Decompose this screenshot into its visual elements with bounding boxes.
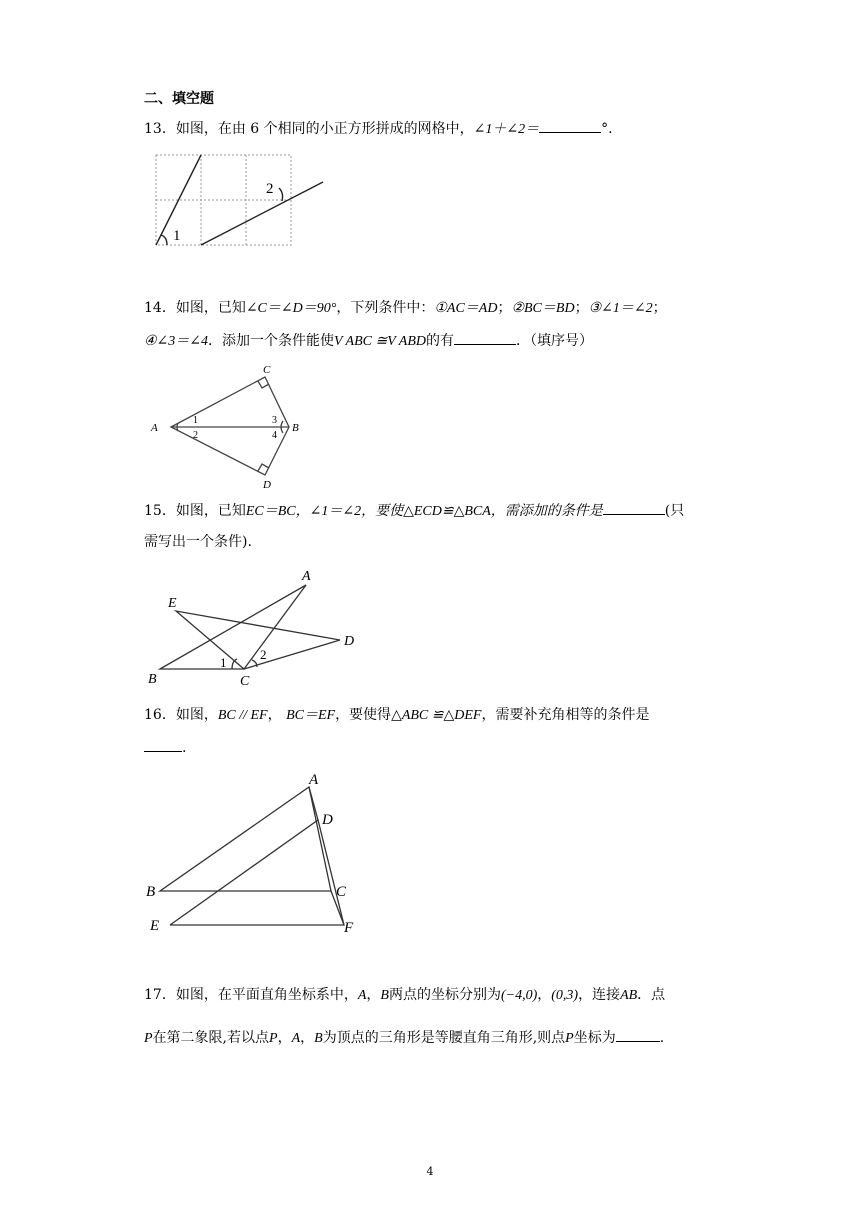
- q17-text-c: 坐标为: [573, 1030, 616, 1046]
- q14-kite-figure: [145, 360, 315, 490]
- q16-suffix: ，需要补充角相等的条件是: [481, 707, 650, 723]
- q14-kite-outline: [171, 377, 289, 475]
- q14-condition-1: ①AC＝AD: [434, 301, 498, 316]
- q16-label-c: C: [336, 884, 347, 900]
- section-title: 二、填空题: [144, 91, 214, 107]
- q17-segment-ab: AB: [620, 988, 638, 1003]
- q16-condition-1: BC // EF: [217, 708, 268, 723]
- q16-condition-2: BC＝EF: [286, 708, 336, 723]
- q17-point-b: B: [380, 988, 389, 1003]
- q17-point-b-2: B: [314, 1031, 323, 1046]
- q13-angle-label-2: 2: [266, 181, 274, 197]
- q17-mid: 两点的坐标分别为: [388, 987, 501, 1003]
- q14-suffix-b: ．（填序号）: [516, 333, 593, 349]
- q15-label-d: D: [344, 634, 355, 649]
- q17-coord-a: (−4,0): [500, 988, 538, 1003]
- q15-angle-arc-1: [232, 659, 237, 669]
- q14-given: ∠C＝∠D＝90°: [245, 301, 337, 316]
- q16-label-e: E: [150, 918, 160, 934]
- q17-coord-b: (0,3): [551, 988, 579, 1003]
- q15-prefix: 15．如图，已知: [144, 503, 246, 519]
- q16-segment-ad: [309, 787, 318, 820]
- q17-suffix: ．点: [637, 987, 666, 1003]
- q13-angle-arc-1: [161, 235, 167, 245]
- q15-label-a: A: [302, 569, 311, 584]
- q17-text-a: 在第二象限,若以点: [152, 1030, 270, 1046]
- q14-mid: ．添加一个条件能使: [208, 333, 335, 349]
- q15-angle-label-2: 2: [260, 647, 267, 662]
- q13-angle-label-1: 1: [173, 228, 181, 244]
- q17-point-a-2: A: [291, 1031, 301, 1046]
- question-14-line-2: [144, 330, 593, 352]
- q13-grid-figure: [150, 150, 330, 250]
- q16-congruence: △ABC ≌△DEF: [391, 708, 482, 723]
- q13-expression: ∠1＋∠2＝: [473, 122, 540, 137]
- q14-suffix-a: 的有: [426, 333, 454, 349]
- q16-label-f: F: [344, 920, 354, 935]
- q13-prefix: 13．如图，在由 6 个相同的小正方形拼成的网格中，: [144, 121, 474, 137]
- question-17-line-2: P在第二象限,若以点P，A，B为顶点的三角形是等腰直角三角形,则点P坐标为 .: [144, 1027, 664, 1049]
- q15-label-e: E: [168, 596, 177, 611]
- q13-line-2: [201, 182, 323, 245]
- q16-triangle-abc: [160, 787, 331, 891]
- q15-label-b: B: [148, 672, 157, 687]
- question-17-line-1: 17．如图，在平面直角坐标系中，A，B两点的坐标分别为(−4,0)，(0,3)，连接AB．点: [144, 987, 666, 1003]
- q16-end: .: [182, 740, 187, 756]
- q15-conditions: EC＝BC，∠1＝∠2，要使△ECD≌△BCA，需添加的条件是: [245, 504, 603, 519]
- q14-angle-label-4: 4: [272, 430, 277, 441]
- q16-mid: ，要使得: [335, 707, 392, 723]
- q14-conditions-intro: ，下列条件中：: [336, 300, 435, 316]
- q14-label-c: C: [263, 364, 271, 376]
- question-15-line-2: [144, 532, 252, 552]
- question-13-text: [144, 118, 613, 140]
- q17-answer-blank[interactable]: [616, 1027, 660, 1042]
- q14-label-b: B: [292, 422, 299, 434]
- q16-label-b: B: [146, 884, 156, 900]
- q16-label-a: A: [309, 772, 319, 788]
- q17-end: .: [659, 1030, 665, 1046]
- q14-angle-label-2: 2: [193, 430, 198, 441]
- q14-condition-2: ②BC＝BD: [511, 301, 575, 316]
- q14-label-d: D: [263, 479, 271, 490]
- q16-triangle-def: [170, 820, 344, 925]
- q14-congruence: V ABC ≅V ABD: [334, 334, 426, 349]
- q16-prefix: 16．如图，: [144, 707, 218, 723]
- q14-condition-4: ④∠3＝∠4: [144, 334, 209, 349]
- q15-answer-blank[interactable]: [603, 500, 665, 515]
- q17-text-b: 为顶点的三角形是等腰直角三角形,则点: [322, 1030, 566, 1046]
- q16-answer-blank[interactable]: [144, 737, 182, 752]
- question-16-line-2: [144, 737, 186, 758]
- q17-point-p-3: P: [565, 1031, 574, 1046]
- q17-point-a: A: [357, 988, 367, 1003]
- q15-label-c: C: [240, 674, 250, 689]
- q13-angle-arc-2: [279, 188, 283, 201]
- q14-condition-3: ③∠1＝∠2: [588, 301, 653, 316]
- q17-prefix: 17．如图，在平面直角坐标系中，: [144, 987, 358, 1003]
- q17-connect: ，连接: [578, 987, 621, 1003]
- q15-angle-label-1: 1: [220, 655, 227, 670]
- q13-answer-blank[interactable]: [539, 118, 601, 133]
- question-14-line-1: 14．如图，已知∠C＝∠D＝90°，下列条件中：①AC＝AD；②BC＝BD；③∠1＝∠2；: [144, 300, 667, 316]
- q14-label-a: A: [151, 422, 158, 434]
- q14-angle-label-3: 3: [272, 415, 277, 426]
- q16-label-d: D: [322, 812, 333, 828]
- q17-point-p-2: P: [269, 1031, 278, 1046]
- q13-suffix: °.: [601, 121, 613, 137]
- q15-line-2-text: 需写出一个条件).: [144, 534, 252, 550]
- question-15-line-1: [144, 500, 684, 522]
- q15-triangles-figure: [140, 565, 370, 690]
- q15-suffix: (只: [664, 503, 685, 519]
- question-16-line-1: 16．如图，BC // EF， BC＝EF，要使得△ABC ≌△DEF，需要补充角相等的条件是: [144, 707, 650, 723]
- q17-point-p: P: [144, 1031, 153, 1046]
- q14-angle-label-1: 1: [193, 415, 198, 426]
- q16-triangles-figure: [142, 770, 362, 935]
- q14-prefix: 14．如图，已知: [144, 300, 246, 316]
- page-number: 4: [426, 1165, 434, 1178]
- q15-triangle-ecd: [176, 611, 340, 669]
- q14-answer-blank[interactable]: [454, 330, 516, 345]
